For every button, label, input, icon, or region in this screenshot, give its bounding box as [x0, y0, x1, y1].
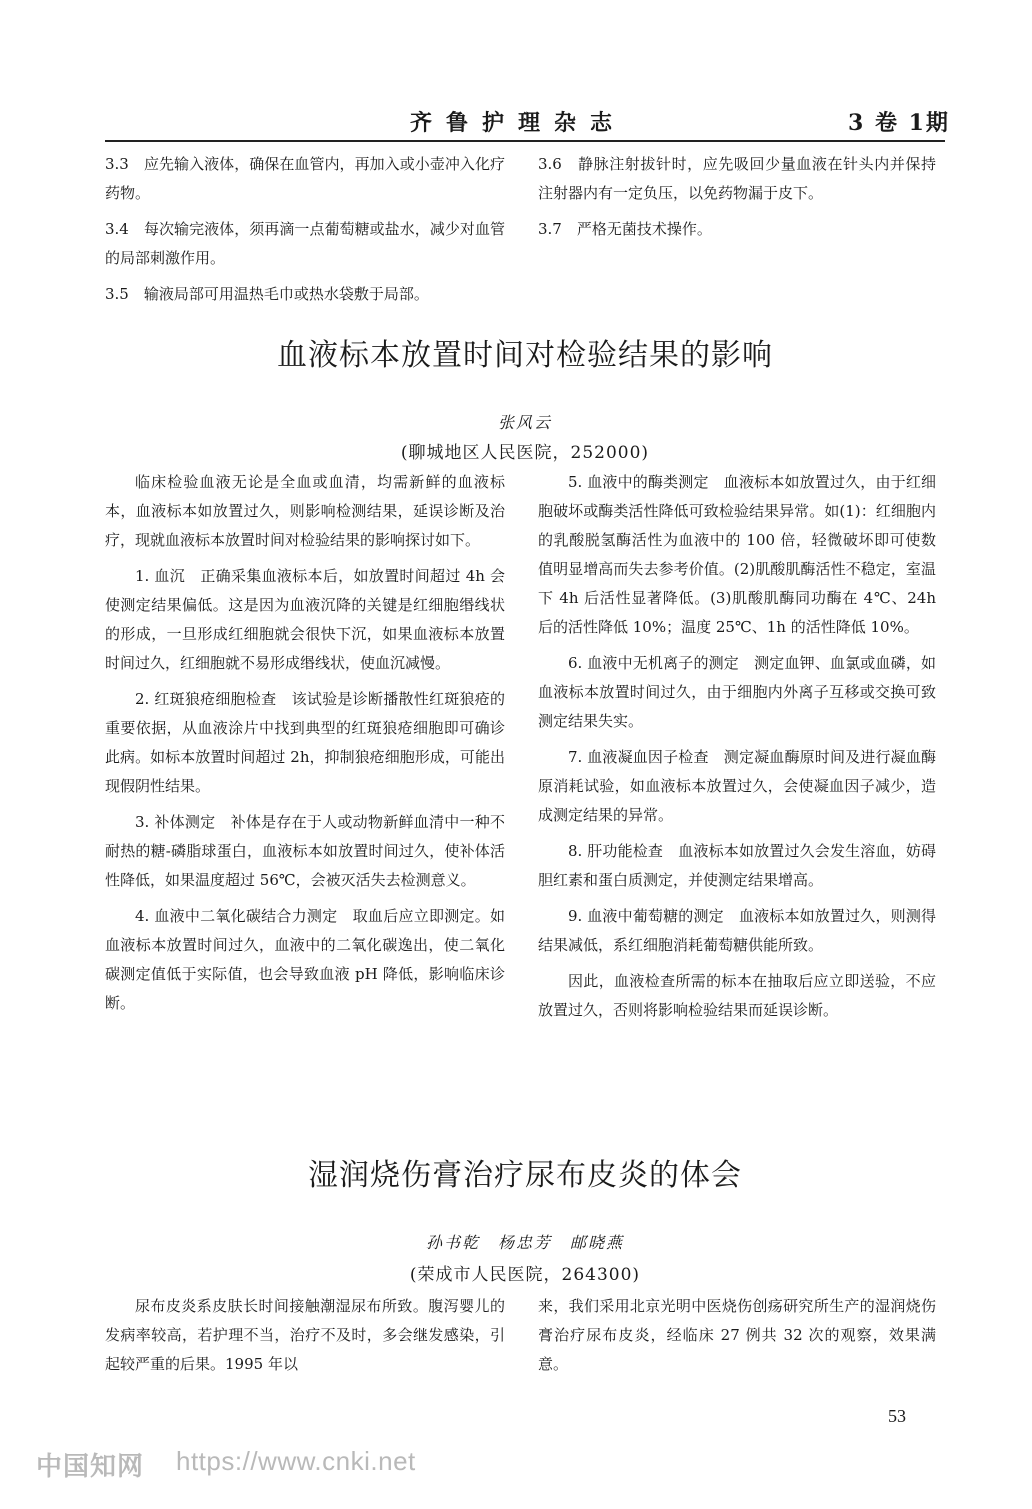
journal-title: 齐鲁护理杂志: [410, 110, 627, 136]
page-number: 53: [888, 1406, 906, 1426]
paragraph: 9. 血液中葡萄糖的测定 血液标本如放置过久，则测得结果减低，系红细胞消耗葡萄糖供能所致。: [538, 907, 936, 954]
watermark-url: https://www.cnki.net: [176, 1446, 416, 1476]
paragraph: 7. 血液凝血因子检查 测定凝血酶原时间及进行凝血酶原消耗试验，如血液标本放置过久，会使凝血因子减少，造成测定结果的异常。: [538, 748, 936, 824]
paragraph: 2. 红斑狼疮细胞检查 该试验是诊断播散性红斑狼疮的重要依据，从血液涂片中找到典型的红斑狼疮细胞即可确诊此病。如标本放置时间超过 2h，抑制狼疮细胞形成，可能出现假阴性结果。: [105, 690, 505, 795]
header-rule: [105, 140, 945, 142]
paragraph: 5. 血液中的酶类测定 血液标本如放置过久，由于红细胞破坏或酶类活性降低可致检验结果异常。如(1)：红细胞内的乳酸脱氢酶活性为血液中的 100 倍，轻微破坏即可使数值明显增高而失去参考价值。(2)肌酸肌酶活性不稳定，室温下 4h 后活性显著降低。(3)肌酸肌酶同功酶在 4℃、24h 后的活性降低 10%；温度 25℃、1h 的活性降低 10%。: [538, 473, 936, 636]
article-author: 孙书乾 杨忠芳 邮晓燕: [425, 1233, 624, 1252]
top-right-column: [538, 150, 936, 251]
article1-left-column: [105, 468, 505, 1025]
article2-right-column: [538, 1292, 936, 1386]
paragraph: 6. 血液中无机离子的测定 测定血钾、血氯或血磷，如血液标本放置时间过久，由于细胞内外离子互移或交换可致测定结果失实。: [538, 654, 936, 730]
paragraph: 3.3 应先输入液体，确保在血管内，再加入或小壶冲入化疗药物。: [105, 155, 505, 202]
article-affiliation: (荣成市人民医院，264300): [409, 1265, 641, 1285]
paragraph: 3.7 严格无菌技术操作。: [538, 220, 712, 238]
article-affiliation: (聊城地区人民医院，252000): [400, 443, 650, 463]
paragraph: 3. 补体测定 补体是存在于人或动物新鲜血清中一种不耐热的糖-磷脂球蛋白，血液标本如放置时间过久，使补体活性降低，如果温度超过 56℃，会被灭活失去检测意义。: [105, 813, 505, 889]
issue-label: 3 卷 1期: [848, 110, 950, 136]
watermark-brand: 中国知网: [36, 1451, 145, 1481]
paragraph: 来，我们采用北京光明中医烧伤创疡研究所生产的湿润烧伤膏治疗尿布皮炎，经临床 27 例共 32 次的观察，效果满意。: [538, 1297, 936, 1373]
article-title: 血液标本放置时间对检验结果的影响: [277, 338, 773, 373]
paragraph: 3.5 输液局部可用温热毛巾或热水袋敷于局部。: [105, 285, 429, 303]
article1-right-column: [538, 468, 936, 1032]
paragraph: 8. 肝功能检查 血液标本如放置过久会发生溶血，妨碍胆红素和蛋白质测定，并使测定结果增高。: [538, 842, 936, 889]
article-author: 张风云: [497, 413, 552, 432]
paragraph: 4. 血液中二氧化碳结合力测定 取血后应立即测定。如血液标本放置时间过久，血液中的二氧化碳逸出，使二氧化碳测定值低于实际值，也会导致血液 pH 降低，影响临床诊断。: [105, 907, 505, 1012]
paragraph: 3.4 每次输完液体，须再滴一点葡萄糖或盐水，减少对血管的局部刺激作用。: [105, 220, 505, 267]
paragraph: 尿布皮炎系皮肤长时间接触潮湿尿布所致。腹泻婴儿的发病率较高，若护理不当，治疗不及时，多会继发感染，引起较严重的后果。1995 年以: [105, 1297, 505, 1373]
article2-left-column: [105, 1292, 505, 1386]
paragraph: 3.6 静脉注射拔针时，应先吸回少量血液在针头内并保持注射器内有一定负压，以免药物漏于皮下。: [538, 155, 936, 202]
paragraph: 因此，血液检查所需的标本在抽取后应立即送验，不应放置过久，否则将影响检验结果而延误诊断。: [538, 972, 936, 1019]
article-title: 湿润烧伤膏治疗尿布皮炎的体会: [308, 1158, 742, 1193]
paragraph: 1. 血沉 正确采集血液标本后，如放置时间超过 4h 会使测定结果偏低。这是因为血液沉降的关键是红细胞缗线状的形成，一旦形成红细胞就会很快下沉，如果血液标本放置时间过久，红细胞就不易形成缗线状，使血沉减慢。: [105, 567, 505, 672]
top-left-column: [105, 150, 505, 316]
paragraph: 临床检验血液无论是全血或血清，均需新鲜的血液标本，血液标本如放置过久，则影响检测结果，延误诊断及治疗，现就血液标本放置时间对检验结果的影响探讨如下。: [105, 473, 505, 549]
